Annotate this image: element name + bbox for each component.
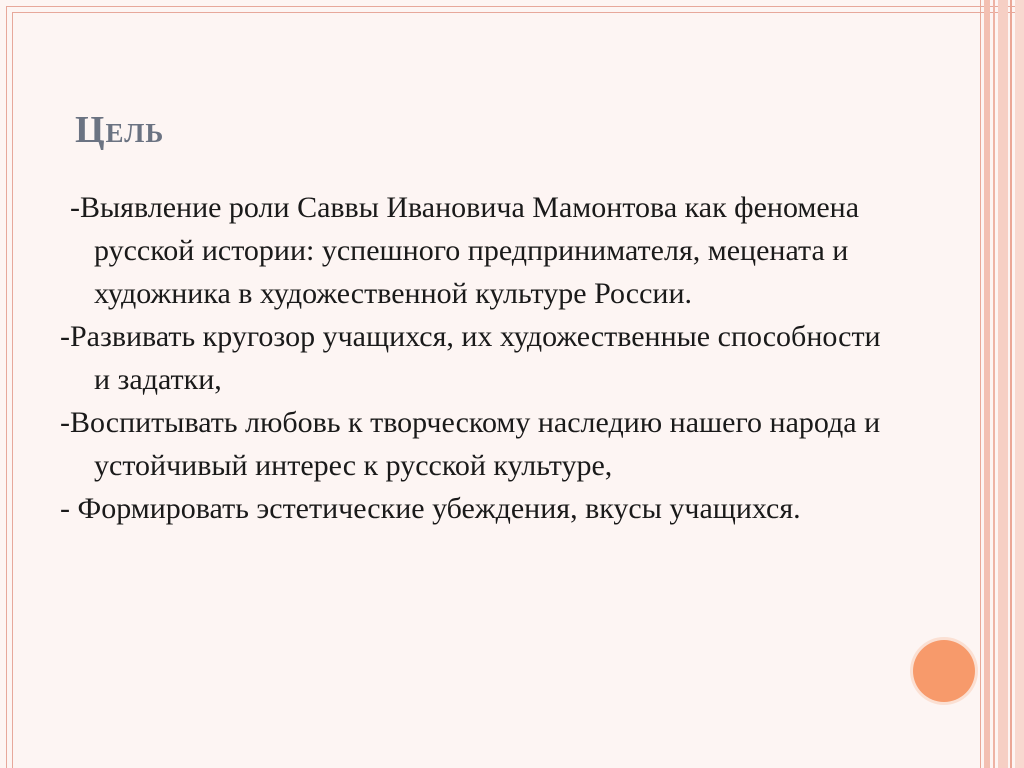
decorative-stripe: [980, 0, 981, 768]
accent-circle-icon: [913, 640, 975, 702]
slide-title: Цель: [75, 109, 165, 151]
decorative-stripe: [984, 0, 990, 768]
decorative-stripe: [993, 0, 995, 768]
bullet-list: [60, 186, 890, 530]
list-item: -Развивать кругозор учащихся, их художественные способности и задатки,: [60, 320, 881, 396]
decorative-stripe: [998, 0, 1008, 768]
list-item: -Выявление роли Саввы Ивановича Мамонтова как феномена русской истории: успешного предпринимателя, мецената и художника в художественной культуре России.: [70, 191, 860, 310]
list-item: -Воспитывать любовь к творческому наследию нашего народа и устойчивый интерес к русской культуре,: [60, 406, 881, 482]
list-item: - Формировать эстетические убеждения, вкусы учащихся.: [60, 492, 801, 525]
decorative-stripe: [1010, 0, 1012, 768]
decorative-stripe: [1015, 0, 1024, 768]
